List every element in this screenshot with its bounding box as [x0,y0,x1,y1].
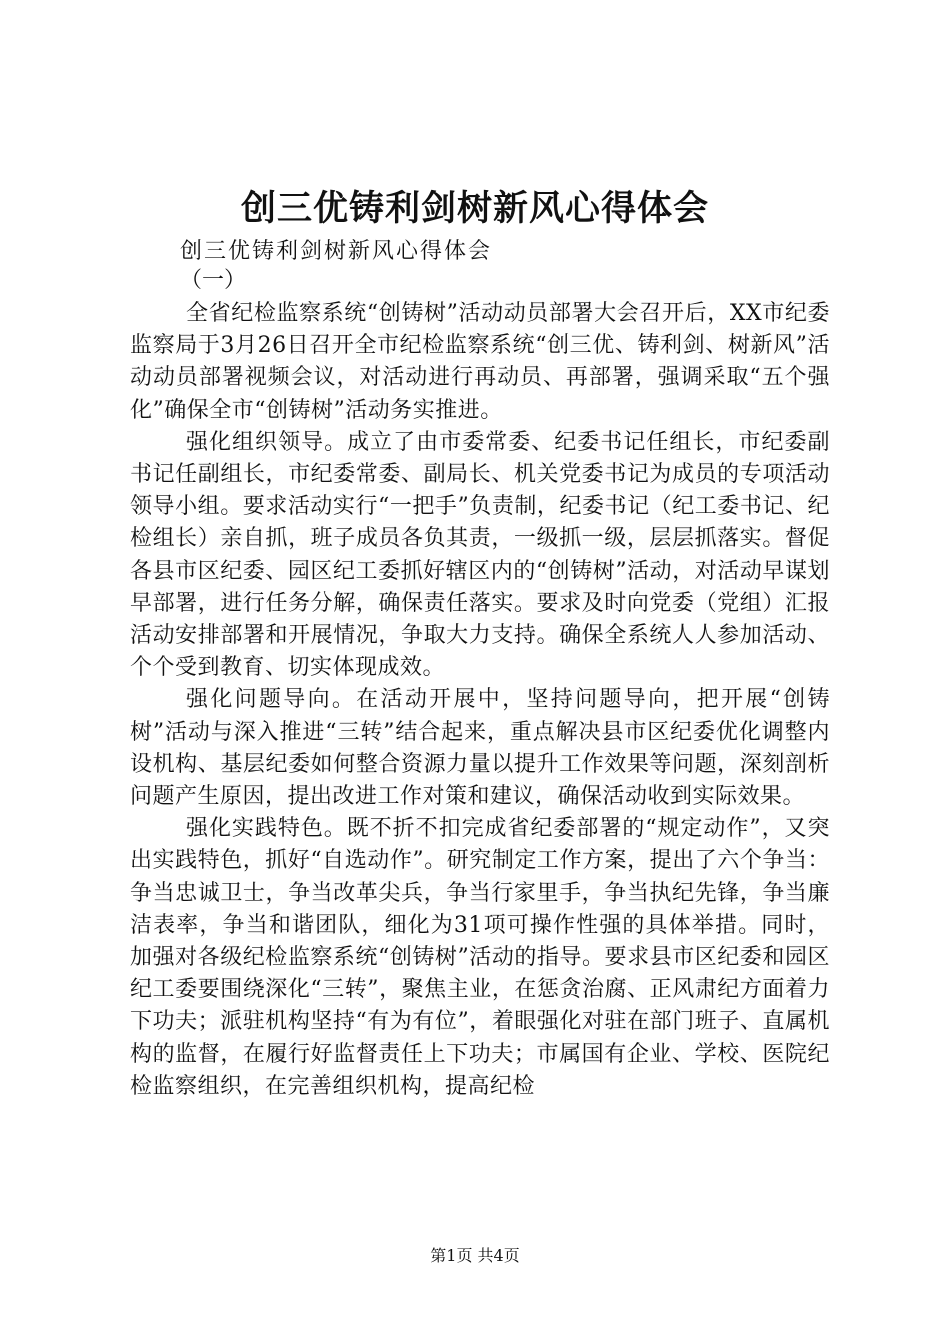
document-subtitle: 创三优铸利剑树新风心得体会 [180,239,493,264]
section-marker: （一） [180,268,247,293]
document-title: 创三优铸利剑树新风心得体会 [240,188,709,229]
paragraph: 强化组织领导。成立了由市委常委、纪委书记任组长，市纪委副书记任副组长，市纪委常委、副局长、机关党委书记为成员的专项活动领导小组。要求活动实行“一把手”负责制，纪委书记（纪工委书记、纪检组长）亲自抓，班子成员各负其责，一级抓一级，层层抓落实。督促各县市区纪委、园区纪工委抓好辖区内的“创铸树”活动，对活动早谋划早部署，进行任务分解，确保责任落实。要求及时向党委（党组）汇报活动安排部署和开展情况，争取大力支持。确保全系统人人参加活动、个个受到教育、切实体现成效。 [130,429,830,681]
paragraph: 强化问题导向。在活动开展中，坚持问题导向，把开展“创铸树”活动与深入推进“三转”结合起来，重点解决县市区纪委优化调整内设机构、基层纪委如何整合资源力量以提升工作效果等问题，深刻剖析问题产生原因，提出改进工作对策和建议，确保活动收到实际效果。 [130,687,830,810]
paragraph: 全省纪检监察系统“创铸树”活动动员部署大会召开后，XX市纪委监察局于3月26日召开全市纪检监察系统“创三优、铸利剑、树新风”活动动员部署视频会议，对活动进行再动员、再部署，强调采取“五个强化”确保全市“创铸树”活动务实推进。 [130,301,830,423]
document-body [130,298,830,1103]
page-footer: 第1页 共4页 [430,1246,520,1265]
paragraph: 强化实践特色。既不折不扣完成省纪委部署的“规定动作”，又突出实践特色，抓好“自选动作”。研究制定工作方案，提出了六个争当：争当忠诚卫士，争当改革尖兵，争当行家里手，争当执纪先锋，争当廉洁表率，争当和谐团队，细化为31项可操作性强的具体举措。同时，加强对各级纪检监察系统“创铸树”活动的指导。要求县市区纪委和园区纪工委要围绕深化“三转”，聚焦主业，在惩贪治腐、正风肃纪方面着力下功夫；派驻机构坚持“有为有位”，着眼强化对驻在部门班子、直属机构的监督，在履行好监督责任上下功夫；市属国有企业、学校、医院纪检监察组织，在完善组织机构，提高纪检 [130,816,830,1099]
